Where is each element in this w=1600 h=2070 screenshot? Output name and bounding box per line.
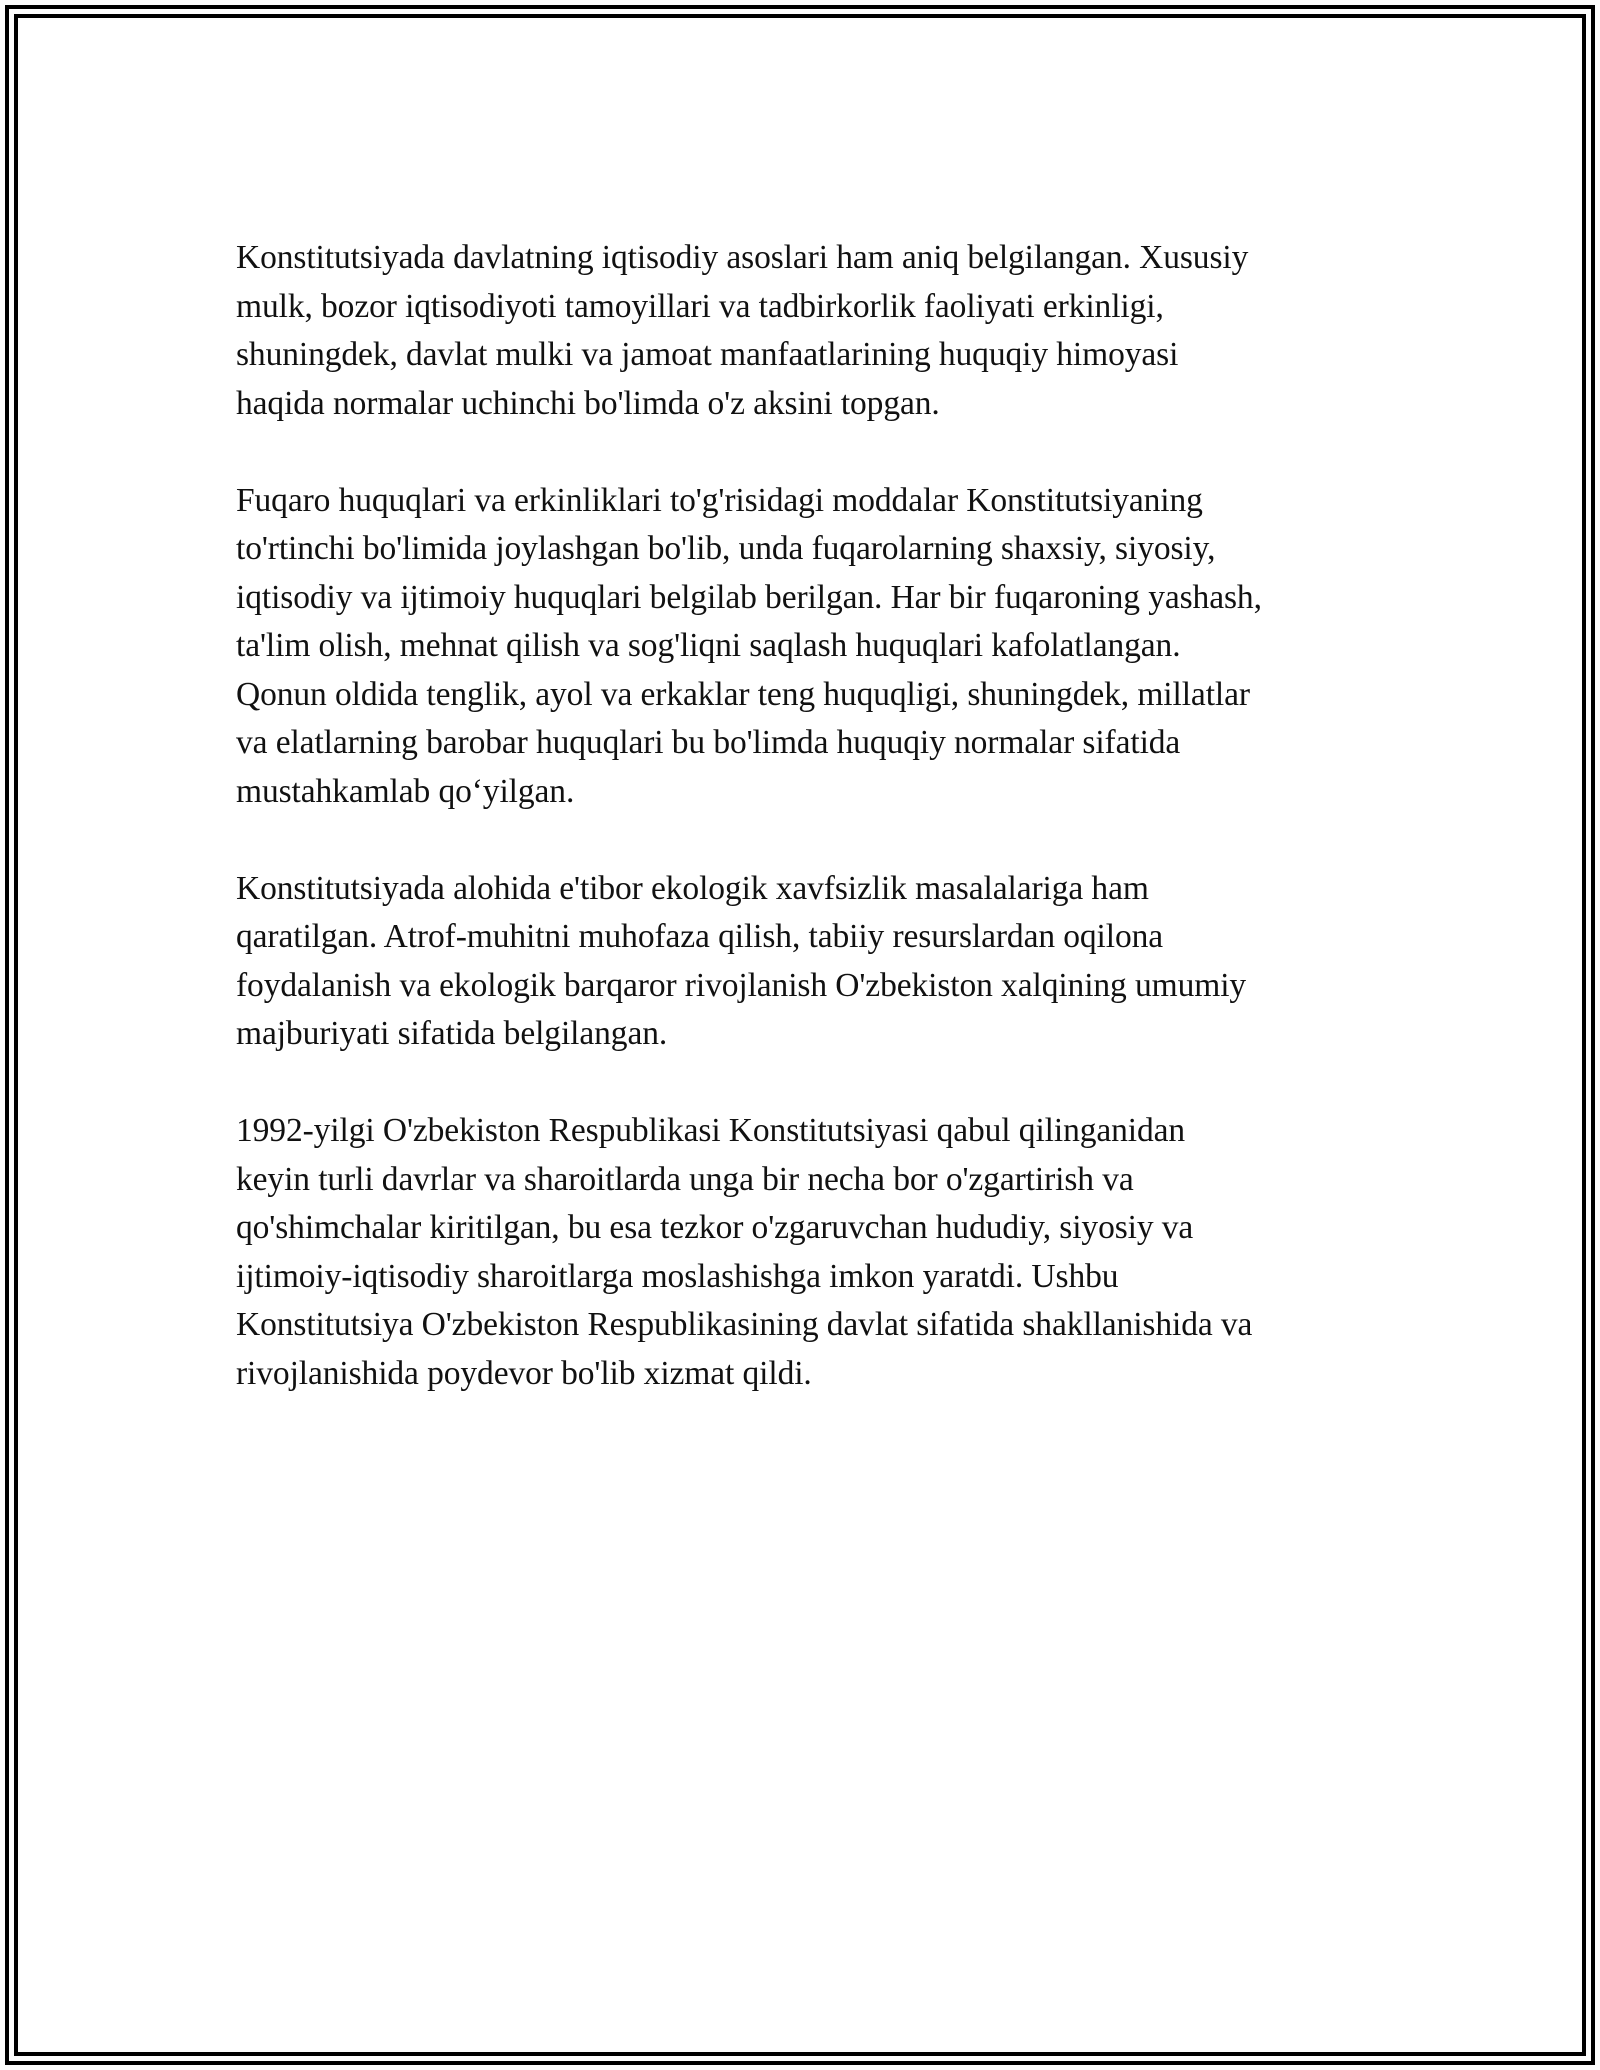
text-line: foydalanish va ekologik barqaror rivojlanish O'zbekiston xalqining umumiy xyxy=(236,966,1247,1004)
paragraph-ecological-safety xyxy=(236,865,1376,1059)
text-line: keyin turli davrlar va sharoitlarda unga bir necha bor o'zgartirish va xyxy=(236,1160,1134,1198)
text-line: haqida normalar uchinchi bo'limda o'z aksini topgan. xyxy=(236,384,940,422)
text-line: va elatlarning barobar huquqlari bu bo'limda huquqiy normalar sifatida xyxy=(236,724,1181,761)
paragraph-economic-foundations xyxy=(236,234,1376,428)
text-line: majburiyati sifatida belgilangan. xyxy=(236,1015,668,1052)
text-line: qo'shimchalar kiritilgan, bu esa tezkor o'zgaruvchan hududiy, siyosiy va xyxy=(236,1209,1194,1246)
document-body xyxy=(236,234,1376,1447)
text-line: mulk, bozor iqtisodiyoti tamoyillari va tadbirkorlik faoliyati erkinligi, xyxy=(236,287,1164,325)
text-line: mustahkamlab qo‘yilgan. xyxy=(236,772,575,810)
text-line: rivojlanishida poydevor bo'lib xizmat qildi. xyxy=(236,1354,812,1392)
text-line: Fuqaro huquqlari va erkinliklari to'g'risidagi moddalar Konstitutsiyaning xyxy=(236,481,1203,519)
text-line: iqtisodiy va ijtimoiy huquqlari belgilab berilgan. Har bir fuqaroning yashash, xyxy=(236,578,1262,616)
text-line: Konstitutsiya O'zbekiston Respublikasining davlat sifatida shakllanishida va xyxy=(236,1306,1253,1343)
text-line: 1992-yilgi O'zbekiston Respublikasi Konstitutsiyasi qabul qilinganidan xyxy=(236,1112,1186,1149)
text-line: qaratilgan. Atrof-muhitni muhofaza qilish, tabiiy resurslardan oqilona xyxy=(236,918,1164,955)
text-line: to'rtinchi bo'limida joylashgan bo'lib, unda fuqarolarning shaxsiy, siyosiy, xyxy=(236,530,1216,567)
text-line: Qonun oldida tenglik, ayol va erkaklar teng huquqligi, shuningdek, millatlar xyxy=(236,675,1250,713)
paragraph-amendments xyxy=(236,1107,1376,1398)
text-line: ta'lim olish, mehnat qilish va sog'liqni saqlash huquqlari kafolatlangan. xyxy=(236,627,1181,664)
text-line: Konstitutsiyada davlatning iqtisodiy asoslari ham aniq belgilangan. Xususiy xyxy=(236,239,1249,276)
text-line: shuningdek, davlat mulki va jamoat manfaatlarining huquqiy himoyasi xyxy=(236,336,1179,373)
paragraph-citizen-rights xyxy=(236,477,1376,817)
text-line: Konstitutsiyada alohida e'tibor ekologik xavfsizlik masalalariga ham xyxy=(236,869,1149,907)
text-line: ijtimoiy-iqtisodiy sharoitlarga moslashishga imkon yaratdi. Ushbu xyxy=(236,1257,1119,1295)
